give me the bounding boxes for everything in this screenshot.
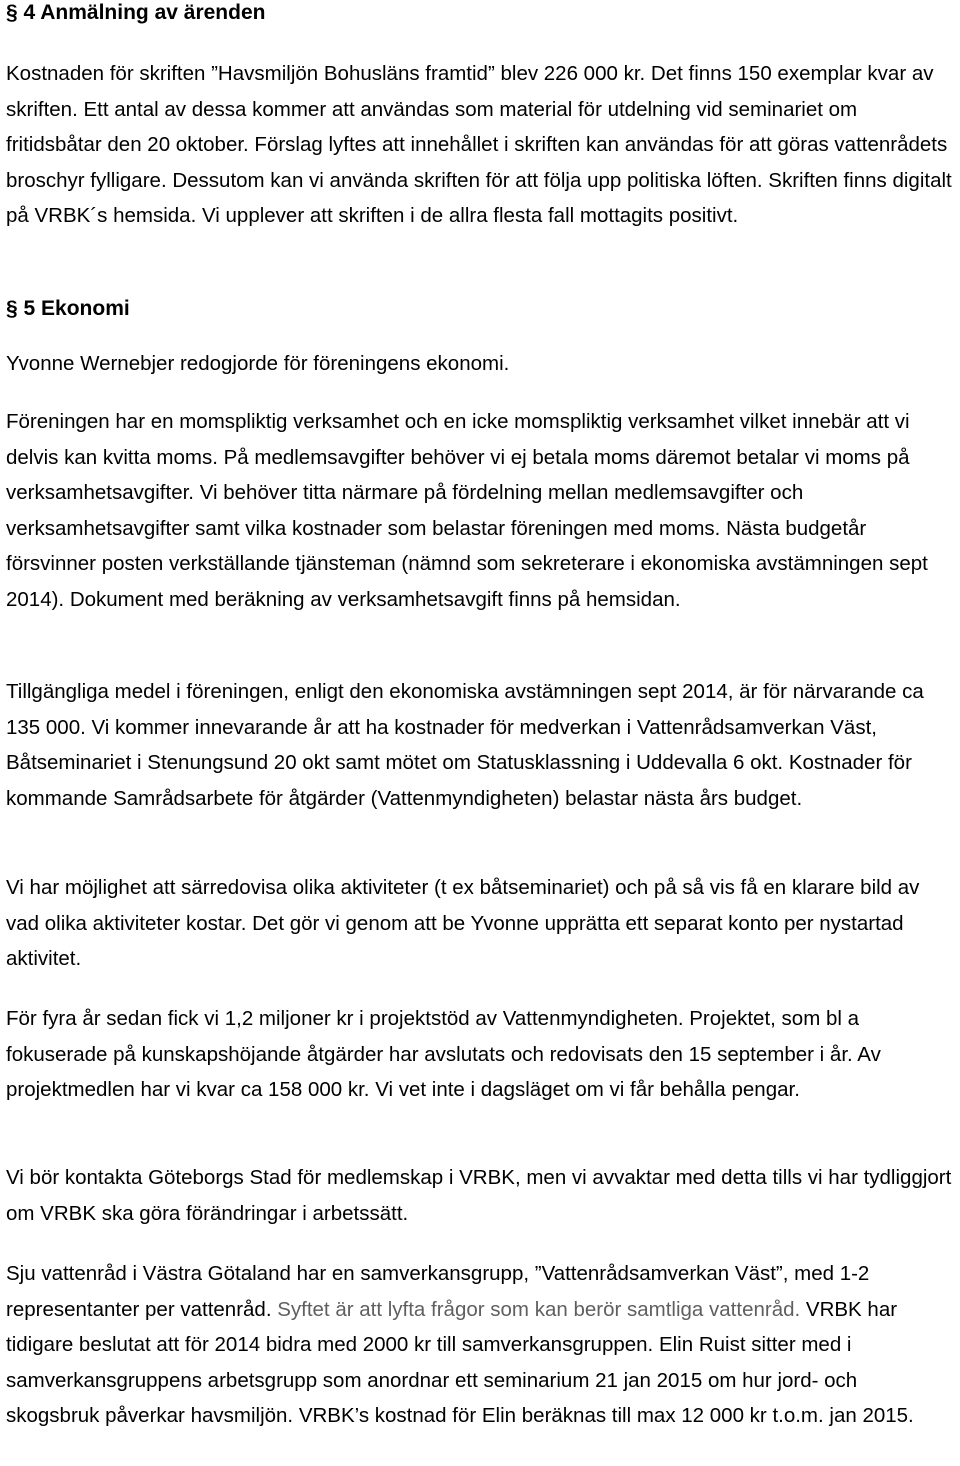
section-4-paragraph: Kostnaden för skriften ”Havsmiljön Bohusläns framtid” blev 226 000 kr. Det finns 150 exemplar kvar av skriften. Ett antal av dessa kommer att användas som material för utdelning vid seminariet om fritidsbåtar den 20 oktober. Förslag lyftes att innehållet i skriften kan användas för att göras vattenrådets broschyr fylligare. Dessutom kan vi använda skriften för att följa upp politiska löften. Skriften finns digitalt på VRBK´s hemsida. Vi upplever att skriften i de allra flesta fall mottagits positivt. bbox=[6, 62, 952, 227]
gothenburg-membership-paragraph: Vi bör kontakta Göteborgs Stad för medlemskap i VRBK, men vi avvaktar med detta tills vi har tydliggjort om VRBK ska göra förändringar i arbetssätt. bbox=[6, 1166, 952, 1225]
cooperation-text-part-2: VRBK har tidigare beslutat att för 2014 bidra med 2000 kr till samverkansgruppen. Elin Ruist sitter med i samverkansgruppens arbetsgrupp som anordnar ett seminarium 21 jan 2015 om hur jord- och skogsbruk påverkar havsmiljön. VRBK’s kostnad för Elin beräknas till max 12 000 kr t.o.m. jan 2015. bbox=[6, 1297, 914, 1427]
section-5-heading: § 5 Ekonomi bbox=[6, 297, 130, 320]
project-funding-paragraph: För fyra år sedan fick vi 1,2 miljoner kr i projektstöd av Vattenmyndigheten. Projektet, som bl a fokuserade på kunskapshöjande åtgärder har avslutats och redovisats den 15 september i år. Av projektmedlen har vi kvar ca 158 000 kr. Vi vet inte i dagsläget om vi får behålla pengar. bbox=[6, 1007, 881, 1101]
cooperation-purpose-text: Syftet är att lyfta frågor som kan berör samtliga vattenråd. bbox=[277, 1297, 801, 1321]
cooperation-group-paragraph bbox=[6, 1256, 956, 1434]
economy-intro-paragraph: Yvonne Wernebjer redogjorde för föreningens ekonomi. bbox=[6, 352, 510, 375]
available-funds-paragraph: Tillgängliga medel i föreningen, enligt den ekonomiska avstämningen sept 2014, är för närvarande ca 135 000. Vi kommer innevarande år att ha kostnader för medverkan i Vattenrådsamverkan Väst, Båtseminariet i Stenungsund 20 okt samt mötet om Statusklassning i Uddevalla 6 okt. Kostnader för kommande Samrådsarbete för åtgärder (Vattenmyndigheten) belastar nästa års budget. bbox=[6, 680, 924, 810]
vat-paragraph: Föreningen har en momspliktig verksamhet och en icke momspliktig verksamhet vilket innebär att vi delvis kan kvitta moms. På medlemsavgifter behöver vi ej betala moms däremot betalar vi moms på verksamhetsavgifter. Vi behöver titta närmare på fördelning mellan medlemsavgifter och verksamhetsavgifter samt vilka kostnader som belastar föreningen med moms. Nästa budgetår försvinner posten verkställande tjänsteman (nämnd som sekreterare i ekonomiska avstämningen sept 2014). Dokument med beräkning av verksamhetsavgift finns på hemsidan. bbox=[6, 410, 928, 611]
cooperation-text-part-1: Sju vattenråd i Västra Götaland har en samverkansgrupp, ”Vattenrådsamverkan Väst”, med 1-2 representanter per vattenråd. bbox=[6, 1262, 870, 1321]
separate-accounts-paragraph: Vi har möjlighet att särredovisa olika aktiviteter (t ex båtseminariet) och på så vis få en klarare bild av vad olika aktiviteter kostar. Det gör vi genom att be Yvonne upprätta ett separat konto per nystartad aktivitet. bbox=[6, 876, 920, 970]
section-4-heading: § 4 Anmälning av ärenden bbox=[6, 1, 266, 24]
